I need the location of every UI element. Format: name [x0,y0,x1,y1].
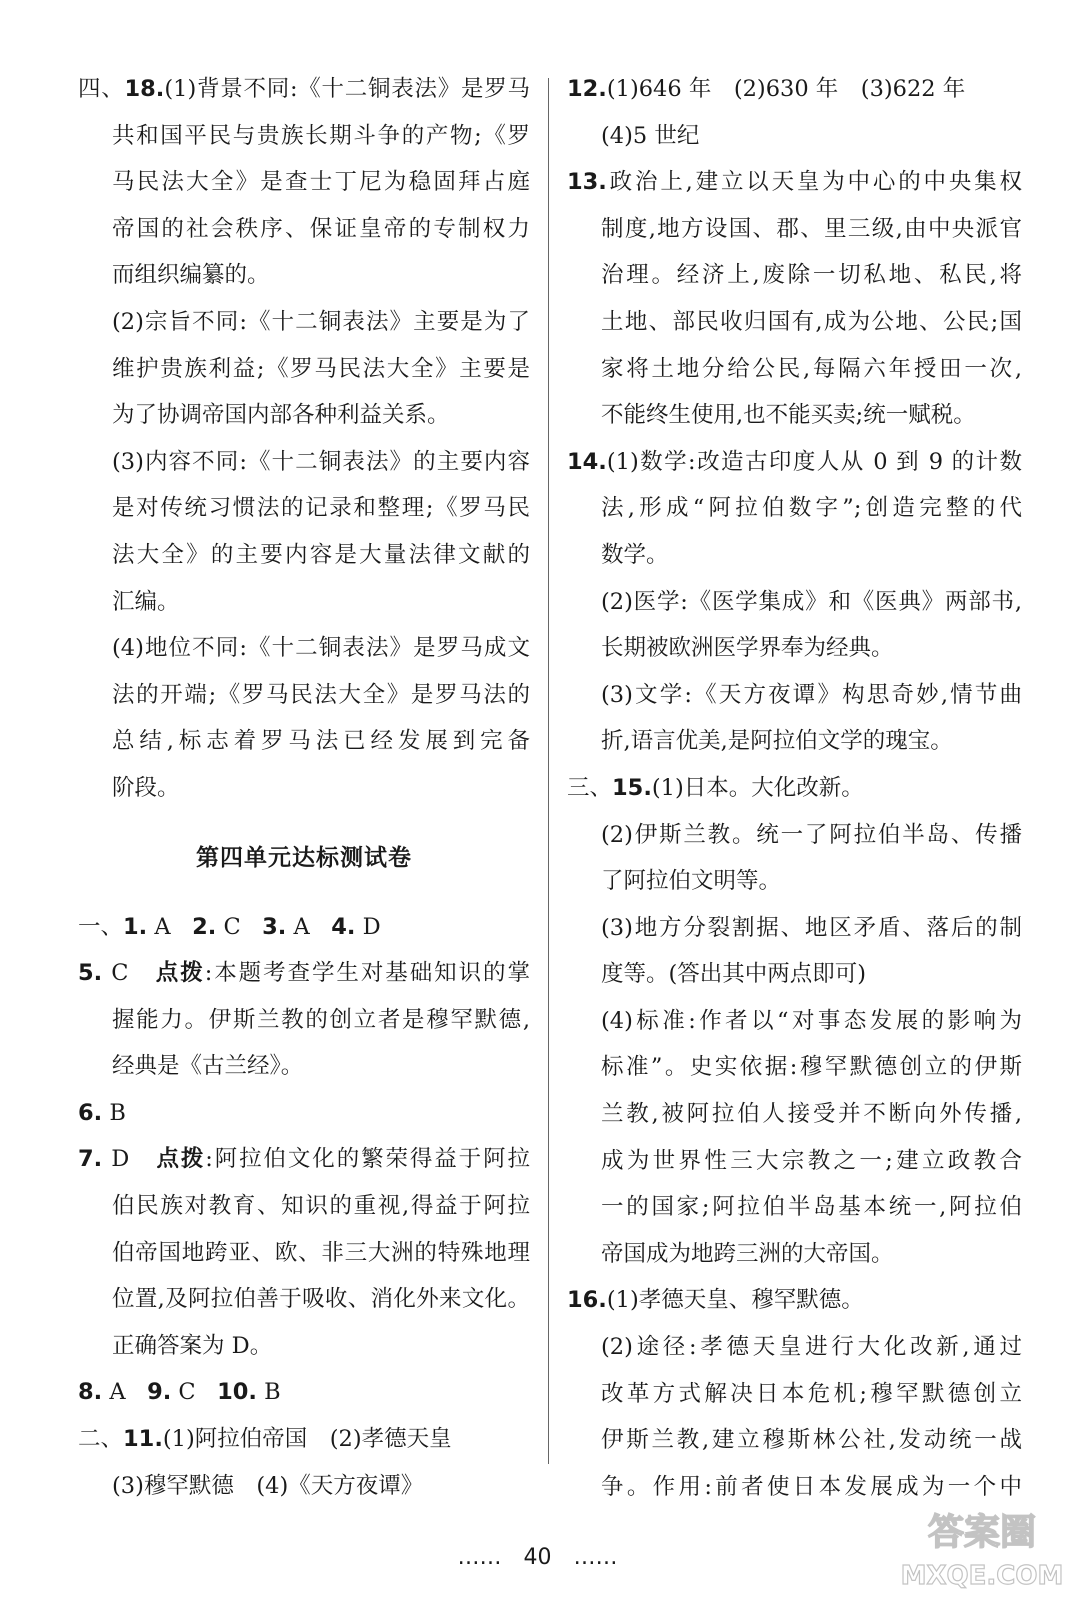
q13-line-1 [567,159,1022,206]
answer-line: 不能终生使用,也不能买卖;统一赋税。 [601,402,976,429]
question-number: 16. [567,1287,607,1314]
answer-choice: B [102,1099,126,1126]
answer-line: (3)文学:《天方夜谭》构思奇妙,情节曲 [601,681,1022,708]
answer-line: 一的国家;阿拉伯半岛基本统一,阿拉伯 [601,1194,1022,1221]
question-number: 10. [217,1379,257,1406]
answer-line: 改革方式解决日本危机;穆罕默德创立 [601,1380,1022,1407]
page-number: …… 40 …… [457,1545,618,1570]
answer-text: (1)数学:改造古印度人从 0 到 9 的计数 [606,448,1022,475]
watermark-text: 答案圈 [927,1512,1037,1553]
answer-choice: B [256,1379,281,1406]
right-column [567,66,1022,1510]
question-number: 6. [78,1099,103,1126]
answer-line: (3)地方分裂割据、地区矛盾、落后的制 [601,914,1022,941]
answer-line: 法大全》的主要内容是大量法律文献的 [112,541,530,568]
hint-label: 点拨 [156,1146,206,1173]
answer-line: (2)医学:《医学集成》和《医典》两部书, [601,588,1022,615]
question-number: 3. [262,913,287,940]
answer-line: 度等。(答出其中两点即可) [601,961,867,988]
hint-label: 点拨 [155,960,205,987]
answer-line: 土地、部民收归国有,成为公地、公民;国 [601,308,1022,335]
answer-line: 争。作用:前者使日本发展成为一个中 [601,1473,1022,1500]
mc-answers-row-2 [78,1369,530,1416]
answer-line: (2)宗旨不同:《十二铜表法》主要是为了 [112,308,530,335]
column-divider [548,78,549,1464]
answer-line: (3)穆罕默德 (4)《天方夜谭》 [112,1472,424,1499]
answer-line: 位置,及阿拉伯善于吸收、消化外来文化。 [112,1286,530,1313]
answer-line: 而组织编纂的。 [112,262,270,289]
watermark-url: MXQE.COM [900,1561,1064,1591]
answer-line: (4)5 世纪 [601,122,700,149]
answer-line: 共和国平民与贵族长期斗争的产物;《罗 [112,122,530,149]
answer-line: 标准”。史实依据:穆罕默德创立的伊斯 [601,1054,1022,1081]
question-number: 11. [123,1426,163,1453]
answer-choice: C [102,960,129,987]
question-number: 4. [331,913,356,940]
answer-line: 兰教,被阿拉伯人接受并不断向外传播, [601,1101,1022,1128]
answer-line: 伯帝国地跨亚、欧、非三大洲的特殊地理 [112,1239,530,1266]
question-number: 1. [123,913,148,940]
answer-line: 法的开端;《罗马民法大全》是罗马法的 [112,681,530,708]
answer-line: (3)内容不同:《十二铜表法》的主要内容 [112,448,530,475]
question-number: 2. [192,913,217,940]
question-number: 9. [147,1379,172,1406]
answer-line: 法,形成“阿拉伯数字”;创造完整的代 [601,495,1022,522]
q12-line-1 [567,66,1022,113]
answer-line: 是对传统习惯法的记录和整理;《罗马民 [112,495,530,522]
answer-choice: A [102,1379,126,1406]
answer-line: 马民法大全》是查士丁尼为稳固拜占庭 [112,169,530,196]
answer-line: 帝国成为地跨三洲的大帝国。 [601,1240,894,1267]
question-number: 12. [567,76,607,102]
q18-line-1 [78,66,530,113]
answer-line: 长期被欧洲医学界奉为经典。 [601,635,894,662]
question-number: 13. [567,169,607,196]
section-four-label: 四、 [78,76,125,102]
q16-line-1 [567,1277,1022,1324]
answer-choice: D [102,1146,130,1173]
answer-line: 经典是《古兰经》。 [112,1053,304,1080]
q11-line-1 [78,1416,530,1463]
answer-line: 维护贵族利益;《罗马民法大全》主要是 [112,355,530,382]
answer-text: (1)背景不同:《十二铜表法》是罗马 [164,76,530,102]
answer-line: 治理。经济上,废除一切私地、私民,将 [601,262,1022,289]
answer-line: 汇编。 [112,588,180,615]
left-column [78,66,530,1509]
answer-line: (2)途径:孝德天皇进行大化改新,通过 [601,1334,1022,1361]
answer-line: 成为世界性三大宗教之一;建立政教合 [601,1147,1022,1174]
answer-text: (1)646 年 (2)630 年 (3)622 年 [606,76,966,102]
answer-choice: A [286,913,310,940]
answer-line: 了阿拉伯文明等。 [601,868,782,895]
answer-line: (4)标准:作者以“对事态发展的影响为 [601,1007,1022,1034]
question-number: 8. [78,1379,103,1406]
section-two-label: 二、 [78,1426,124,1453]
answer-text: (1)日本。大化改新。 [651,774,864,801]
answer-line: 为了协调帝国内部各种利益关系。 [112,402,450,429]
answer-line: 帝国的社会秩序、保证皇帝的专制权力 [112,215,530,242]
watermark-logo [897,1500,1067,1596]
answer-choice: C [216,913,241,940]
answer-line: 制度,地方设国、郡、里三级,由中央派官 [601,215,1022,242]
q7-line-1 [78,1136,530,1183]
answer-line: 家将土地分给公民,每隔六年授田一次, [601,355,1022,382]
section-title: 第四单元达标测试卷 [196,844,412,871]
answer-line: 伊斯兰教,建立穆斯林公社,发动统一战 [601,1427,1022,1454]
answer-line: 正确答案为 D。 [112,1332,273,1359]
question-number: 14. [567,448,607,475]
answer-line: (2)伊斯兰教。统一了阿拉伯半岛、传播 [601,821,1022,848]
answer-text: (1)孝德天皇、穆罕默德。 [606,1287,864,1314]
answer-text: (1)阿拉伯帝国 (2)孝德天皇 [162,1426,452,1453]
answer-choice: A [147,913,171,940]
answer-line: 握能力。伊斯兰教的创立者是穆罕默德, [112,1006,530,1033]
section-one-label: 一、 [78,913,124,940]
question-number: 15. [612,774,652,801]
question-number: 5. [78,960,103,987]
section-three-label: 三、 [567,774,613,801]
answer-text: :阿拉伯文化的繁荣得益于阿拉 [205,1146,530,1173]
q5-line-1 [78,950,530,997]
answer-line: 折,语言优美,是阿拉伯文学的瑰宝。 [601,728,953,755]
q15-line-1 [567,765,1022,812]
answer-choice: D [355,913,381,940]
answer-text: :本题考查学生对基础知识的掌 [204,960,530,987]
q6-line [78,1090,530,1137]
answer-line: 总结,标志着罗马法已经发展到完备 [112,728,530,755]
answer-choice: C [171,1379,196,1406]
answer-line: (4)地位不同:《十二铜表法》是罗马成文 [112,635,530,662]
answer-line: 伯民族对教育、知识的重视,得益于阿拉 [112,1193,530,1220]
question-number: 7. [78,1146,103,1173]
answer-line: 阶段。 [112,774,180,801]
answer-line: 数学。 [601,541,669,568]
mc-answers-row-1 [78,904,530,951]
q14-line-1 [567,439,1022,486]
question-number: 18. [124,76,165,102]
answer-text: 政治上,建立以天皇为中心的中央集权 [606,169,1022,196]
